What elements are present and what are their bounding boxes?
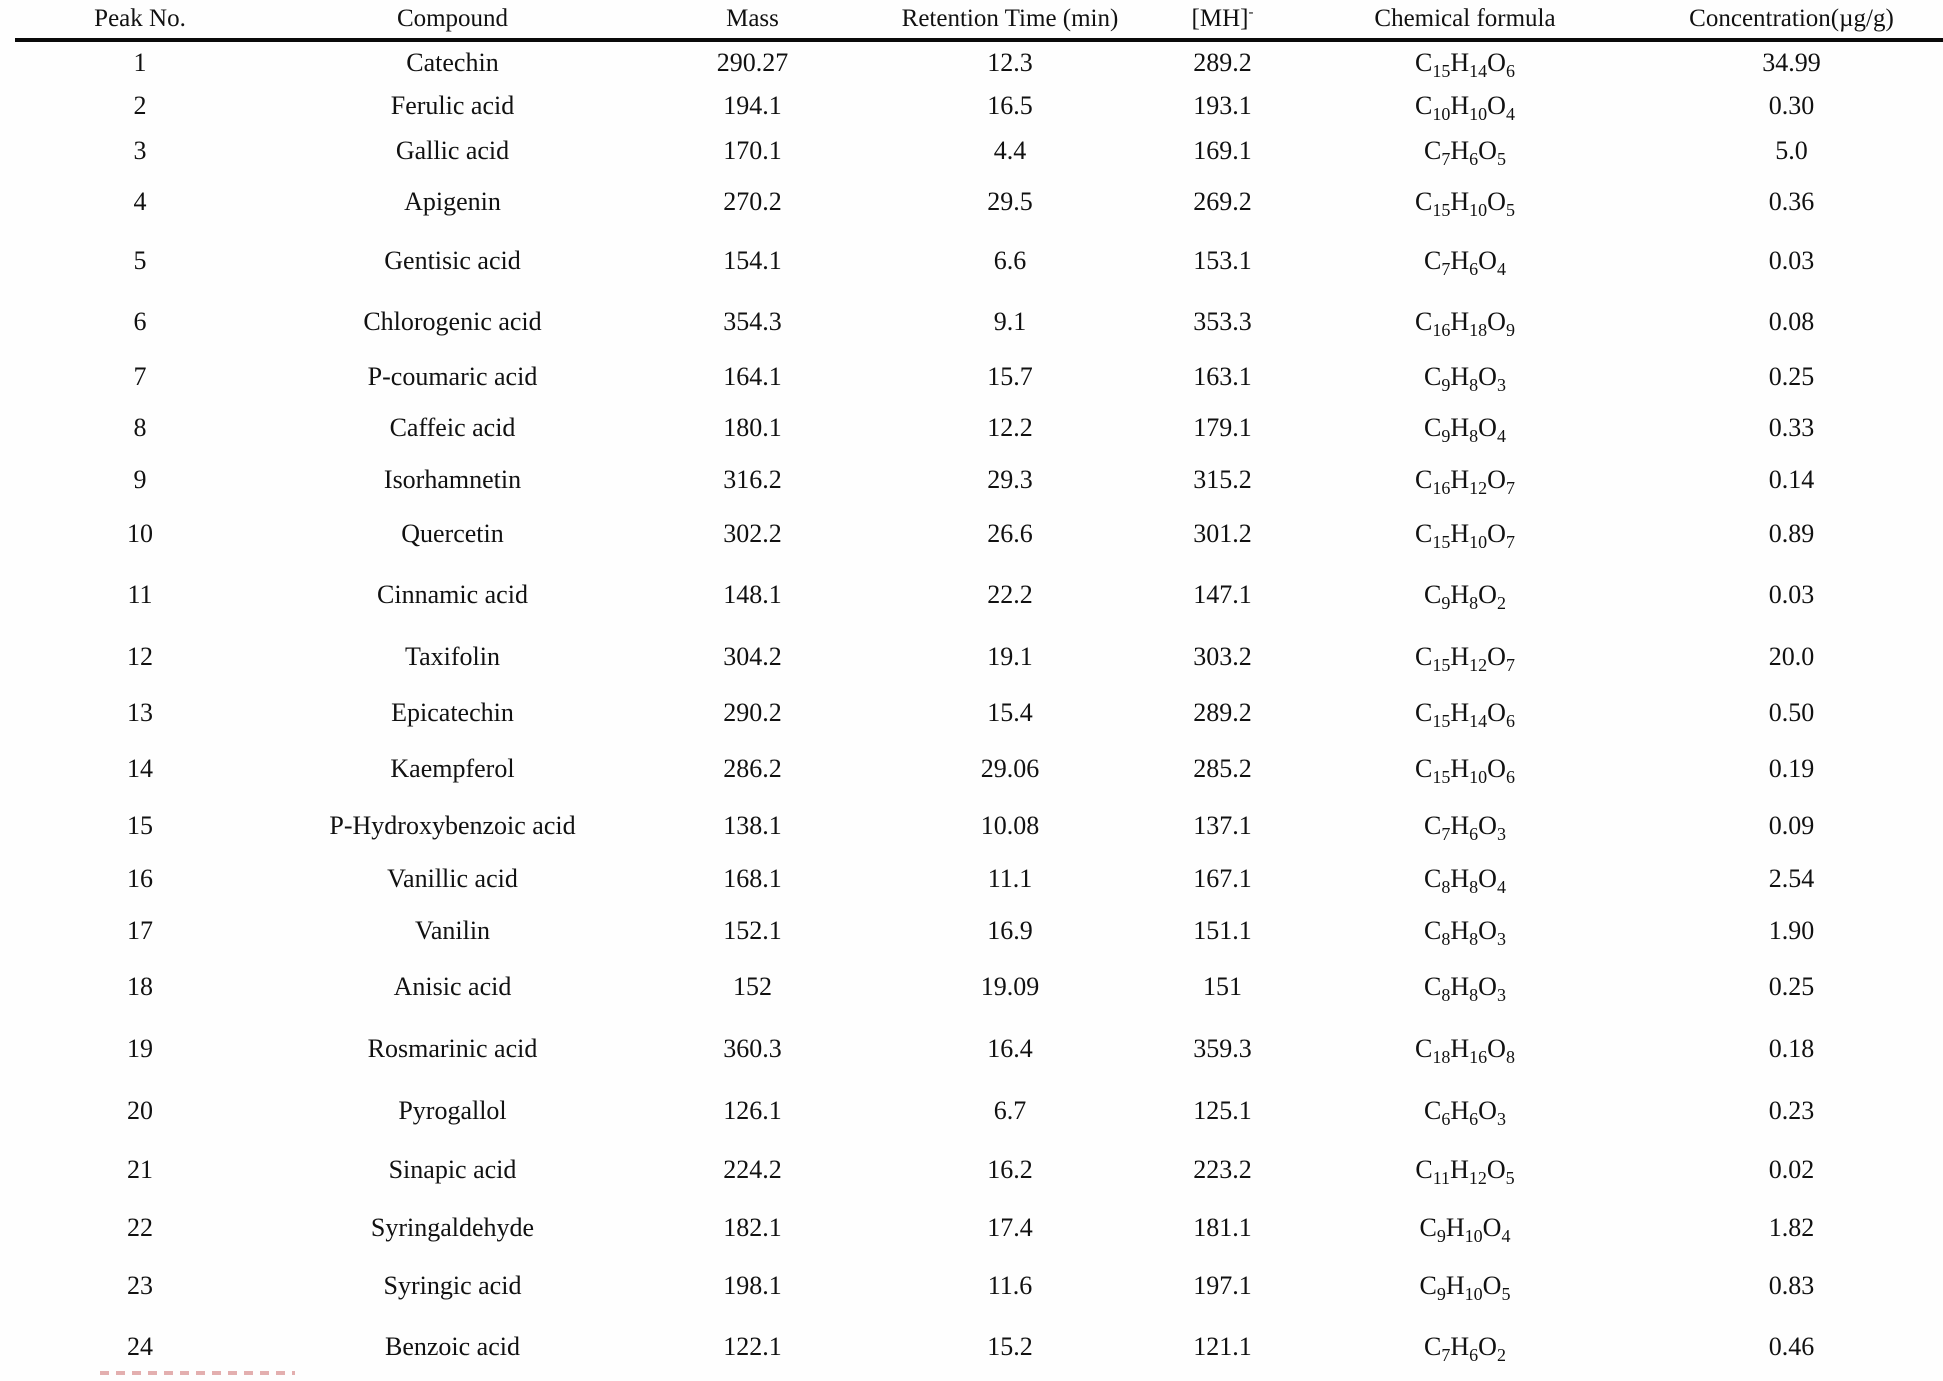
cell-formula: $C_7H_6O_2$ (1424, 1332, 1506, 1366)
cell-mh: 169.1 (1193, 136, 1252, 165)
cell-mass: 316.2 (723, 464, 782, 494)
cell-peak: 10 (127, 519, 153, 548)
cell-conc: 1.82 (1768, 1212, 1815, 1242)
table-body (15, 40, 1943, 1379)
cell-compound: Chlorogenic acid (363, 306, 542, 336)
table-row (15, 562, 1943, 627)
cell-compound: Taxifolin (405, 641, 500, 671)
cell-rt: 16.4 (987, 1033, 1033, 1063)
cell-rt: 16.2 (987, 1155, 1033, 1184)
cell-rt: 10.08 (980, 810, 1040, 840)
cell-mass: 148.1 (723, 579, 782, 609)
column-header-formula (1290, 0, 1640, 40)
cell-mh: 197.1 (1193, 1271, 1252, 1300)
cell-rt: 12.2 (987, 412, 1033, 442)
cell-peak: 23 (127, 1271, 153, 1300)
cell-mass: 224.2 (723, 1155, 782, 1184)
cell-formula: $C_9H_8O_3$ (1424, 361, 1506, 395)
column-header-label: Compound (396, 5, 509, 32)
cell-mass: 138.1 (723, 810, 782, 840)
cell-mass: 170.1 (723, 136, 782, 165)
table-row (15, 453, 1943, 506)
cell-rt: 29.06 (980, 754, 1040, 783)
column-header-label: [MH] (1191, 5, 1249, 32)
cell-conc: 34.99 (1762, 48, 1821, 77)
table-row (15, 351, 1943, 402)
column-header-compound (265, 0, 640, 40)
cell-formula: $C_9H_8O_4$ (1424, 412, 1506, 446)
cell-mh: 179.1 (1193, 412, 1252, 442)
cell-rt: 6.6 (993, 246, 1027, 275)
compound-table (15, 0, 1943, 1379)
cell-mh: 147.1 (1193, 579, 1252, 609)
cell-formula: $C_{15}H_{10}O_7$ (1415, 519, 1515, 553)
cell-mh: 223.2 (1193, 1155, 1252, 1184)
cell-rt: 11.6 (987, 1271, 1033, 1300)
cell-mh: 151.1 (1193, 915, 1252, 945)
cell-compound: Epicatechin (391, 698, 514, 727)
cell-formula: $C_9H_{10}O_4$ (1419, 1212, 1511, 1246)
cell-formula: $C_{15}H_{14}O_6$ (1415, 698, 1515, 732)
table-row (15, 1017, 1943, 1080)
superscript-charge-sign: - (1248, 4, 1254, 21)
table-row (15, 230, 1943, 292)
cell-peak: 17 (127, 915, 153, 945)
cell-formula: $C_6H_6O_3$ (1424, 1096, 1506, 1130)
table-row (15, 292, 1943, 351)
cell-rt: 22.2 (987, 579, 1033, 609)
cell-peak: 8 (133, 412, 147, 442)
cell-compound: Syringic acid (383, 1271, 522, 1300)
cell-compound: Cinnamic acid (377, 579, 528, 609)
table-row (15, 84, 1943, 128)
cell-conc: 5.0 (1775, 136, 1808, 165)
cell-rt: 15.2 (987, 1332, 1033, 1361)
cell-conc: 0.46 (1768, 1332, 1815, 1361)
cell-peak: 4 (133, 187, 147, 216)
cell-compound: Quercetin (401, 519, 504, 548)
cell-compound: Rosmarinic acid (367, 1033, 538, 1063)
cell-rt: 6.7 (993, 1096, 1027, 1125)
cell-mh: 289.2 (1193, 698, 1252, 727)
cell-rt: 15.7 (987, 361, 1033, 391)
cell-conc: 0.14 (1768, 464, 1815, 494)
cell-conc: 0.25 (1768, 361, 1815, 391)
table-header (15, 0, 1943, 40)
cell-formula: $C_8H_8O_3$ (1424, 915, 1506, 949)
cell-mh: 315.2 (1193, 464, 1252, 494)
cell-mh: 285.2 (1193, 754, 1252, 783)
cell-compound: Vanilin (414, 915, 491, 945)
cell-conc: 0.18 (1768, 1033, 1815, 1063)
table-row (15, 686, 1943, 740)
cell-formula: $C_9H_8O_2$ (1424, 579, 1506, 613)
cell-conc: 0.25 (1768, 972, 1815, 1001)
table-row (15, 1257, 1943, 1315)
cell-conc: 0.03 (1768, 579, 1815, 609)
cell-formula: $C_{18}H_{16}O_8$ (1415, 1033, 1515, 1067)
table-row (15, 128, 1943, 174)
cell-peak: 21 (127, 1155, 153, 1184)
table-row (15, 627, 1943, 686)
cell-mass: 270.2 (723, 187, 782, 216)
table-row (15, 853, 1943, 904)
cell-mh: 193.1 (1193, 91, 1252, 120)
column-header-label: Concentration(µg/g) (1689, 5, 1894, 32)
cell-peak: 22 (127, 1212, 153, 1242)
cell-mass: 354.3 (723, 306, 782, 336)
column-header-label: Mass (726, 5, 779, 32)
cell-conc: 0.03 (1768, 246, 1815, 275)
table-row (15, 174, 1943, 230)
cell-mh: 303.2 (1193, 641, 1252, 671)
cell-mh: 167.1 (1193, 863, 1252, 893)
cell-conc: 1.90 (1768, 915, 1815, 945)
cell-conc: 0.50 (1768, 698, 1815, 727)
cell-mh: 269.2 (1193, 187, 1252, 216)
cell-formula: $C_8H_8O_3$ (1424, 972, 1506, 1006)
cell-compound: Sinapic acid (388, 1155, 517, 1184)
column-header-mass (640, 0, 865, 40)
cell-conc: 0.02 (1768, 1155, 1815, 1184)
cell-formula: $C_{15}H_{10}O_5$ (1415, 187, 1515, 221)
cell-mass: 290.27 (716, 48, 789, 77)
cell-mh: 125.1 (1193, 1096, 1252, 1125)
cell-conc: 0.23 (1768, 1096, 1815, 1125)
cell-conc: 0.08 (1768, 306, 1815, 336)
cell-conc: 0.36 (1768, 187, 1815, 216)
cell-compound: Caffeic acid (389, 412, 516, 442)
cell-mass: 286.2 (723, 754, 782, 783)
cell-peak: 20 (127, 1096, 153, 1125)
cell-conc: 0.09 (1768, 810, 1815, 840)
cell-compound: Syringaldehyde (370, 1212, 535, 1242)
cell-peak: 1 (133, 48, 147, 77)
header-row (15, 0, 1943, 40)
cell-compound: Apigenin (404, 187, 501, 216)
cell-compound: Vanillic acid (387, 863, 518, 893)
cell-peak: 16 (127, 863, 153, 893)
column-header-rt (865, 0, 1155, 40)
cell-peak: 6 (133, 306, 147, 336)
cell-conc: 0.19 (1768, 754, 1815, 783)
cell-compound: Pyrogallol (398, 1096, 507, 1125)
cell-formula: $C_9H_{10}O_5$ (1419, 1271, 1511, 1305)
table-row (15, 402, 1943, 453)
table-row (15, 1315, 1943, 1379)
cell-conc: 2.54 (1768, 863, 1815, 893)
cell-mh: 121.1 (1193, 1332, 1252, 1361)
cell-rt: 11.1 (987, 863, 1033, 893)
table-row (15, 40, 1943, 84)
cell-rt: 26.6 (987, 519, 1033, 548)
cell-mass: 122.1 (723, 1332, 782, 1361)
cell-compound: Anisic acid (393, 972, 512, 1001)
cell-compound: Isorhamnetin (383, 464, 522, 494)
cell-formula: $C_{16}H_{12}O_7$ (1415, 464, 1515, 498)
cell-peak: 15 (127, 810, 153, 840)
cell-mass: 168.1 (723, 863, 782, 893)
cell-peak: 12 (127, 641, 153, 671)
cell-rt: 12.3 (987, 48, 1033, 77)
cell-conc: 0.83 (1768, 1271, 1815, 1300)
cell-formula: $C_7H_6O_3$ (1424, 810, 1506, 844)
cell-compound: P-coumaric acid (367, 361, 538, 391)
cell-compound: Ferulic acid (390, 91, 515, 120)
cell-mass: 290.2 (723, 698, 782, 727)
cell-mh: 137.1 (1193, 810, 1252, 840)
cell-mh: 289.2 (1193, 48, 1252, 77)
cell-rt: 17.4 (987, 1212, 1033, 1242)
cell-rt: 19.09 (980, 972, 1040, 1001)
cell-rt: 9.1 (993, 306, 1027, 336)
cell-peak: 11 (127, 579, 153, 609)
cell-mh: 153.1 (1193, 246, 1252, 275)
cell-mass: 360.3 (723, 1033, 782, 1063)
cell-rt: 16.9 (987, 915, 1033, 945)
cell-rt: 19.1 (987, 641, 1033, 671)
cell-formula: $C_{16}H_{18}O_9$ (1415, 306, 1515, 340)
cell-compound: Catechin (406, 48, 499, 77)
cell-formula: $C_7H_6O_5$ (1424, 136, 1506, 170)
cell-compound: Gentisic acid (384, 246, 521, 275)
red-underline-artifact (100, 1371, 295, 1375)
cell-formula: $C_8H_8O_4$ (1424, 863, 1506, 897)
cell-mass: 198.1 (723, 1271, 782, 1300)
cell-mass: 126.1 (723, 1096, 782, 1125)
cell-peak: 5 (133, 246, 147, 275)
cell-peak: 9 (133, 464, 147, 494)
cell-rt: 16.5 (987, 91, 1033, 120)
cell-mass: 182.1 (723, 1212, 782, 1242)
cell-formula: $C_{10}H_{10}O_4$ (1415, 91, 1515, 125)
cell-mh: 163.1 (1193, 361, 1252, 391)
cell-peak: 13 (127, 698, 153, 727)
cell-mh: 181.1 (1193, 1212, 1252, 1242)
cell-mh: 301.2 (1193, 519, 1252, 548)
cell-peak: 14 (127, 754, 153, 783)
cell-formula: $C_{15}H_{14}O_6$ (1415, 48, 1515, 82)
cell-peak: 19 (127, 1033, 153, 1063)
table-row (15, 1142, 1943, 1198)
cell-conc: 0.33 (1768, 412, 1815, 442)
cell-mass: 194.1 (723, 91, 782, 120)
table-row (15, 506, 1943, 562)
cell-conc: 0.30 (1768, 91, 1815, 120)
cell-peak: 3 (133, 136, 147, 165)
column-header-label: Chemical formula (1374, 5, 1556, 32)
cell-compound: Gallic acid (395, 136, 510, 165)
cell-formula: $C_{15}H_{12}O_7$ (1415, 641, 1515, 675)
cell-compound: P-Hydroxybenzoic acid (329, 810, 576, 840)
cell-rt: 4.4 (993, 136, 1027, 165)
cell-rt: 29.5 (987, 187, 1033, 216)
cell-formula: $C_7H_6O_4$ (1424, 246, 1506, 280)
cell-conc: 20.0 (1768, 641, 1815, 671)
column-header-mh (1155, 0, 1290, 40)
cell-mass: 164.1 (723, 361, 782, 391)
cell-rt: 29.3 (987, 464, 1033, 494)
column-header-conc (1640, 0, 1943, 40)
cell-mass: 304.2 (723, 641, 782, 671)
cell-mass: 302.2 (723, 519, 782, 548)
cell-mh: 151 (1203, 972, 1242, 1001)
table-row (15, 798, 1943, 853)
table-row (15, 1080, 1943, 1142)
table-row (15, 904, 1943, 957)
cell-mass: 154.1 (723, 246, 782, 275)
cell-formula: $C_{15}H_{10}O_6$ (1415, 754, 1515, 788)
cell-peak: 2 (133, 91, 147, 120)
cell-mass: 180.1 (723, 412, 782, 442)
column-header-label: Retention Time (min) (901, 5, 1119, 32)
cell-mh: 353.3 (1193, 306, 1252, 336)
cell-compound: Benzoic acid (385, 1332, 520, 1361)
cell-conc: 0.89 (1768, 519, 1815, 548)
cell-formula: $C_{11}H_{12}O_5$ (1415, 1155, 1515, 1189)
table-row (15, 957, 1943, 1017)
cell-rt: 15.4 (987, 698, 1033, 727)
cell-peak: 7 (133, 361, 147, 391)
column-header-label: Peak No. (94, 5, 186, 32)
cell-mass: 152 (733, 972, 772, 1001)
cell-peak: 24 (127, 1332, 153, 1361)
table-row (15, 740, 1943, 798)
cell-peak: 18 (127, 972, 153, 1001)
cell-mh: 359.3 (1193, 1033, 1252, 1063)
table-row (15, 1198, 1943, 1257)
column-header-peak (15, 0, 265, 40)
cell-compound: Kaempferol (390, 754, 515, 783)
cell-mass: 152.1 (723, 915, 782, 945)
